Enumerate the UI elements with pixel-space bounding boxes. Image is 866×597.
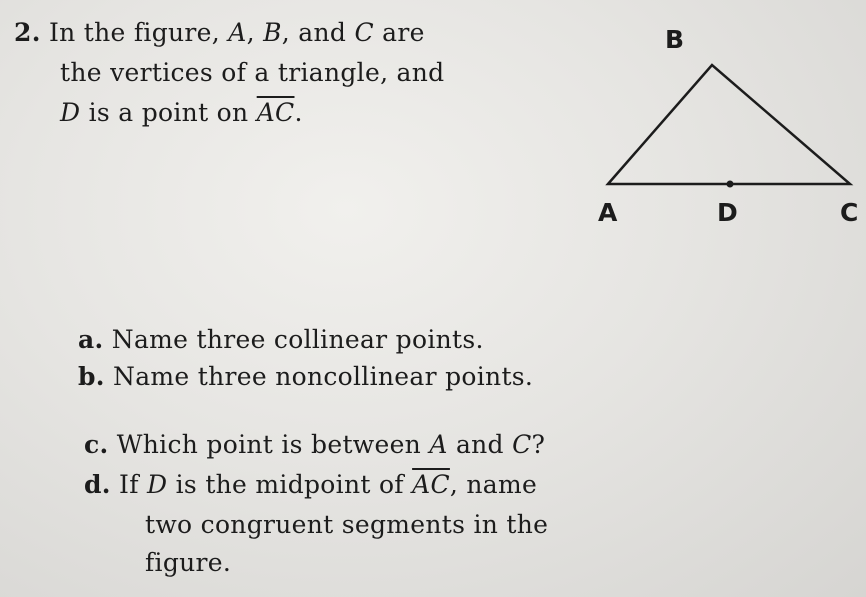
- intro-text-2: the vertices of a triangle, and: [60, 58, 445, 87]
- part-b-text: Name three noncollinear points.: [113, 362, 534, 391]
- point-a: A: [228, 18, 247, 47]
- part-a-text: Name three collinear points.: [111, 325, 484, 354]
- part-c-point-c: C: [512, 430, 532, 459]
- point-d: D: [60, 98, 81, 127]
- segment-ac: $\overline{AC}$: [256, 98, 295, 127]
- period: .: [294, 98, 303, 127]
- part-d-text-2: , name: [449, 470, 538, 499]
- part-d-text-line-2: two congruent segments in the: [145, 510, 549, 539]
- part-a-label: a.: [78, 325, 104, 354]
- triangle-abc: [608, 65, 850, 184]
- intro-text-3: is a point on: [88, 98, 249, 127]
- and-text: , and: [281, 18, 347, 47]
- part-d-if: If: [119, 470, 139, 499]
- intro-text-1b: are: [382, 18, 425, 47]
- vertex-label-c: C: [840, 198, 859, 227]
- part-d-label: d.: [84, 470, 111, 499]
- triangle-figure: [590, 20, 860, 210]
- part-c-and: and: [455, 430, 504, 459]
- part-d-line-1: [84, 470, 537, 499]
- part-c-label: c.: [84, 430, 109, 459]
- part-d-point-d: D: [147, 470, 168, 499]
- part-d-segment-ac: $\overline{AC}$: [412, 470, 450, 499]
- point-c: C: [354, 18, 374, 47]
- part-c-question: ?: [531, 430, 546, 459]
- part-d-line-2: [145, 510, 548, 539]
- point-label-d: D: [717, 198, 738, 227]
- part-d-text-line-3: figure.: [145, 548, 232, 577]
- problem-line-2: [60, 58, 444, 87]
- comma: ,: [246, 18, 255, 47]
- part-c-point-a: A: [429, 430, 448, 459]
- problem-line-1: [14, 18, 425, 47]
- problem-line-3: [60, 98, 303, 127]
- intro-text-1a: In the figure,: [48, 18, 221, 47]
- vertex-label-a: A: [598, 198, 618, 227]
- part-d-text-1: is the midpoint of: [175, 470, 404, 499]
- vertex-label-b: B: [665, 25, 685, 54]
- point-b: B: [263, 18, 282, 47]
- part-b: [78, 362, 533, 391]
- part-c-text: Which point is between: [116, 430, 422, 459]
- part-a: [78, 325, 484, 354]
- part-d-line-3: [145, 548, 231, 577]
- part-b-label: b.: [78, 362, 105, 391]
- problem-number: 2.: [14, 18, 41, 47]
- point-d-dot: [727, 181, 734, 188]
- part-c: [84, 430, 545, 459]
